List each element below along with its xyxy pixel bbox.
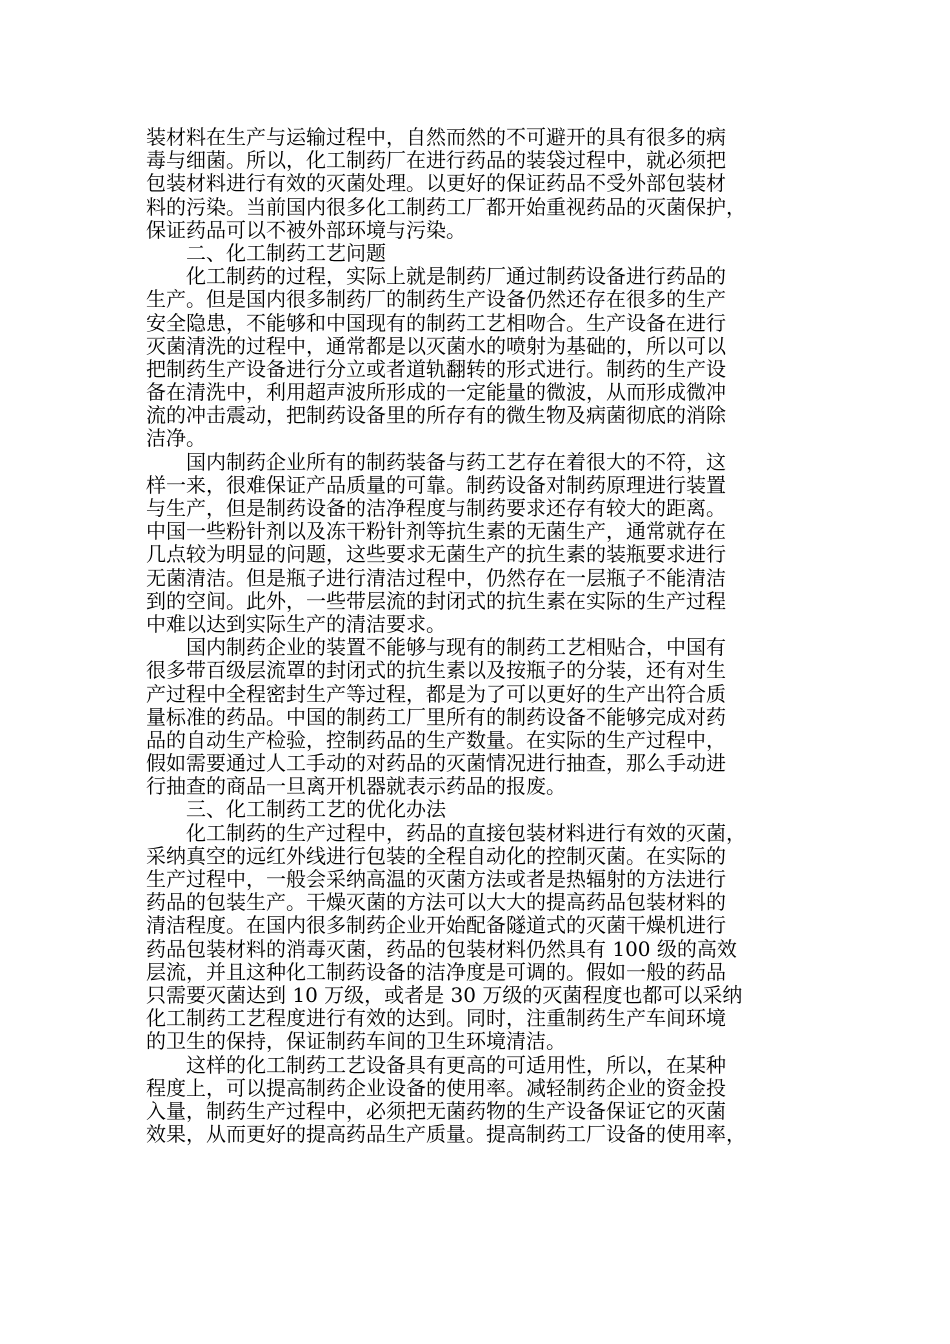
text-line: 产过程中全程密封生产等过程，都是为了可以更好的生产出符合质 — [146, 682, 726, 706]
text-line: 安全隐患，不能够和中国现有的制药工艺相吻合。生产设备在进行 — [146, 311, 726, 335]
text-line: 洁净。 — [146, 427, 206, 451]
text-line: 中国一些粉针剂以及冻干粉针剂等抗生素的无菌生产，通常就存在 — [146, 520, 726, 544]
text-line: 清洁程度。在国内很多制药企业开始配备隧道式的灭菌干燥机进行 — [146, 914, 726, 938]
text-line: 包装材料进行有效的灭菌处理。以更好的保证药品不受外部包装材 — [146, 172, 726, 196]
text-line: 把制药生产设备进行分立或者道轨翻转的形式进行。制药的生产设 — [146, 357, 726, 381]
text-line: 生产。但是国内很多制药厂的制药生产设备仍然还存在很多的生产 — [146, 288, 726, 312]
text-line: 入量，制药生产过程中，必须把无菌药物的生产设备保证它的灭菌 — [146, 1099, 726, 1123]
text-line: 到的空间。此外，一些带层流的封闭式的抗生素在实际的生产过程 — [146, 589, 726, 613]
text-line: 三、化工制药工艺的优化办法 — [186, 798, 446, 822]
text-line: 备在清洗中，利用超声波所形成的一定能量的微波，从而形成微冲 — [146, 381, 726, 405]
text-line: 只需要灭菌达到 10 万级，或者是 30 万级的灭菌程度也都可以采纳 — [146, 983, 743, 1007]
text-line: 化工制药的生产过程中，药品的直接包装材料进行有效的灭菌， — [186, 821, 746, 845]
text-line: 国内制药企业的装置不能够与现有的制药工艺相贴合，中国有 — [186, 636, 726, 660]
text-line: 层流，并且这种化工制药设备的洁净度是可调的。假如一般的药品 — [146, 960, 726, 984]
text-line: 样一来，很难保证产品质量的可靠。制药设备对制药原理进行装置 — [146, 473, 726, 497]
text-line: 行抽查的商品一旦离开机器就表示药品的报废。 — [146, 775, 566, 799]
text-line: 国内制药企业所有的制药装备与药工艺存在着很大的不符，这 — [186, 450, 726, 474]
text-line: 几点较为明显的问题，这些要求无菌生产的抗生素的装瓶要求进行 — [146, 543, 726, 567]
text-line: 化工制药的过程，实际上就是制药厂通过制药设备进行药品的 — [186, 265, 726, 289]
text-line: 流的冲击震动，把制药设备里的所存有的微生物及病菌彻底的消除 — [146, 404, 726, 428]
text-line: 采纳真空的远红外线进行包装的全程自动化的控制灭菌。在实际的 — [146, 844, 726, 868]
text-line: 假如需要通过人工手动的对药品的灭菌情况进行抽查，那么手动进 — [146, 752, 726, 776]
text-line: 品的自动生产检验，控制药品的生产数量。在实际的生产过程中， — [146, 728, 726, 752]
text-line: 料的污染。当前国内很多化工制药工厂都开始重视药品的灭菌保护， — [146, 195, 746, 219]
text-line: 无菌清洁。但是瓶子进行清洁过程中，仍然存在一层瓶子不能清洁 — [146, 566, 726, 590]
text-line: 保证药品可以不被外部环境与污染。 — [146, 218, 466, 242]
text-line: 程度上，可以提高制药企业设备的使用率。减轻制药企业的资金投 — [146, 1076, 726, 1100]
document-body — [146, 126, 806, 1146]
text-line: 效果，从而更好的提高药品生产质量。提高制药工厂设备的使用率， — [146, 1123, 746, 1147]
text-line: 很多带百级层流罩的封闭式的抗生素以及按瓶子的分装，还有对生 — [146, 659, 726, 683]
text-line: 药品的包装生产。干燥灭菌的方法可以大大的提高药品包装材料的 — [146, 891, 726, 915]
text-line: 灭菌清洗的过程中，通常都是以灭菌水的喷射为基础的，所以可以 — [146, 334, 726, 358]
text-line: 生产过程中，一般会采纳高温的灭菌方法或者是热辐射的方法进行 — [146, 868, 726, 891]
text-line: 量标准的药品。中国的制药工厂里所有的制药设备不能够完成对药 — [146, 705, 726, 729]
text-line: 毒与细菌。所以，化工制药厂在进行药品的装袋过程中，就必须把 — [146, 149, 726, 173]
text-line: 药品包装材料的消毒灭菌，药品的包装材料仍然具有 100 级的高效 — [146, 937, 737, 961]
text-line: 二、化工制药工艺问题 — [186, 241, 386, 265]
text-line: 化工制药工艺程度进行有效的达到。同时，注重制药生产车间环境 — [146, 1007, 726, 1031]
text-line: 装材料在生产与运输过程中，自然而然的不可避开的具有很多的病 — [146, 126, 726, 149]
text-line: 中难以达到实际生产的清洁要求。 — [146, 612, 446, 636]
text-line: 这样的化工制药工艺设备具有更高的可适用性，所以，在某种 — [186, 1053, 726, 1077]
text-line: 与生产，但是制药设备的洁净程度与制药要求还存有较大的距离。 — [146, 497, 726, 520]
text-line: 的卫生的保持，保证制药车间的卫生环境清洁。 — [146, 1030, 566, 1054]
